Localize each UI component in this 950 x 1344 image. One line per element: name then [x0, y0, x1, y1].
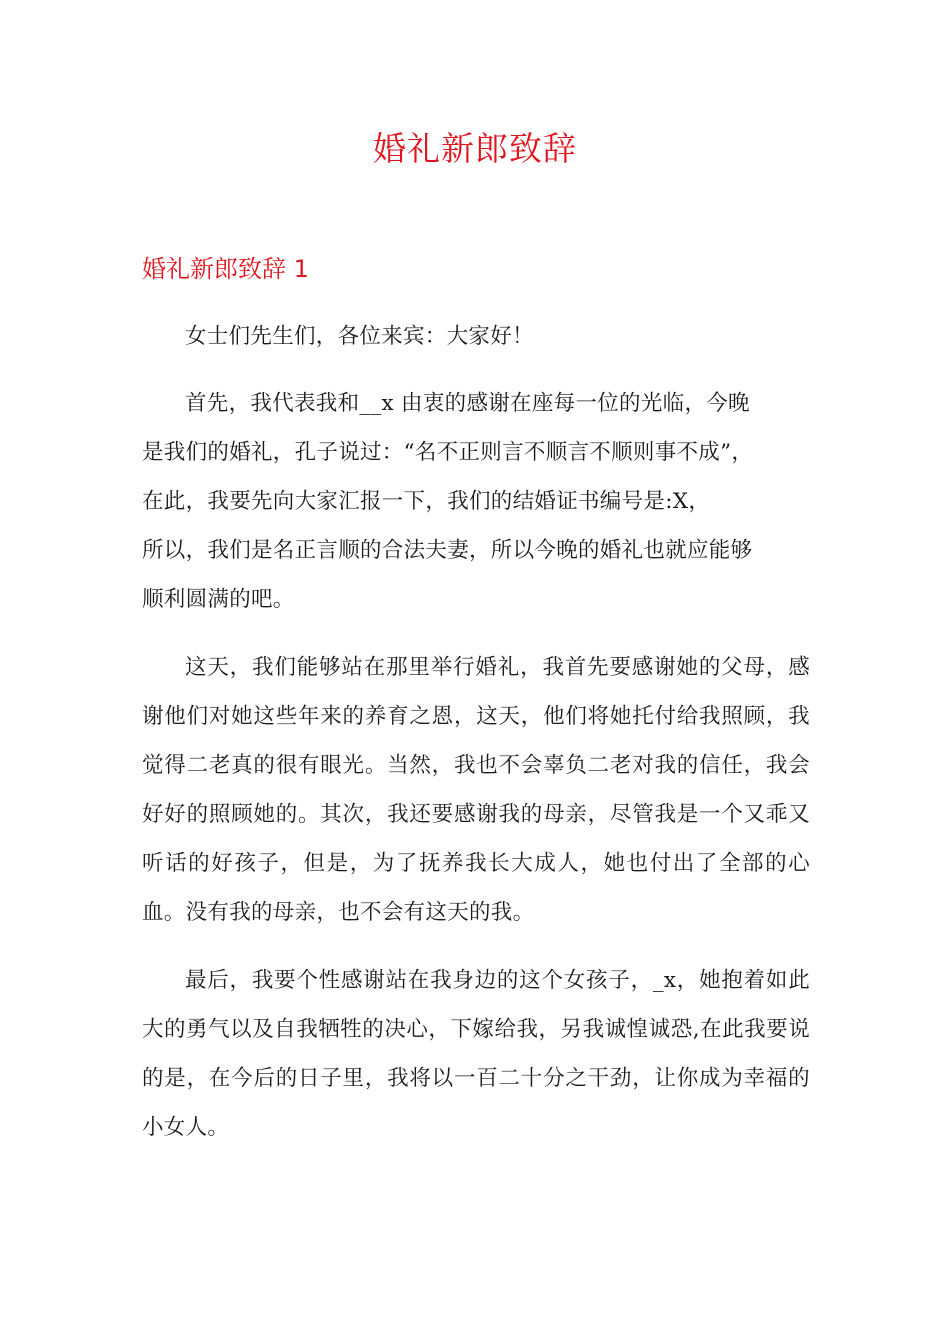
document-body — [142, 312, 810, 1171]
paragraph-opening — [142, 379, 810, 624]
document-title: 婚礼新郎致辞 — [373, 129, 577, 168]
paragraph-thanks-bride: 最后，我要个性感谢站在我身边的这个女孩子，_x，她抱着如此大的勇气以及自我牺牲的决心，下嫁给我，另我诚惶诚恐,在此我要说的是，在今后的日子里，我将以一百二十分之干劲，让你成为幸福的小女人。 — [142, 968, 810, 1140]
section-heading: 婚礼新郎致辞 1 — [142, 255, 309, 283]
paragraph-line: 顺利圆满的吧。 — [142, 587, 295, 612]
paragraph-line: 首先，我代表我和__x 由衷的感谢在座每一位的光临，今晚 — [185, 391, 750, 416]
paragraph-line: 在此，我要先向大家汇报一下，我们的结婚证书编号是:X， — [142, 489, 711, 514]
paragraph-line: 是我们的婚礼，孔子说过：“名不正则言不顺言不顺则事不成”， — [142, 440, 754, 465]
paragraph-greeting: 女士们先生们，各位来宾：大家好！ — [185, 324, 534, 349]
paragraph-line: 所以，我们是名正言顺的合法夫妻，所以今晚的婚礼也就应能够 — [142, 538, 753, 563]
paragraph-thanks-parents: 这天，我们能够站在那里举行婚礼，我首先要感谢她的父母，感谢他们对她这些年来的养育之恩，这天，他们将她托付给我照顾，我觉得二老真的很有眼光。当然，我也不会辜负二老对我的信任，我会好好的照顾她的。其次，我还要感谢我的母亲，尽管我是一个又乖又听话的好孩子，但是，为了抚养我长大成人，她也付出了全部的心血。没有我的母亲，也不会有这天的我。 — [142, 655, 810, 925]
